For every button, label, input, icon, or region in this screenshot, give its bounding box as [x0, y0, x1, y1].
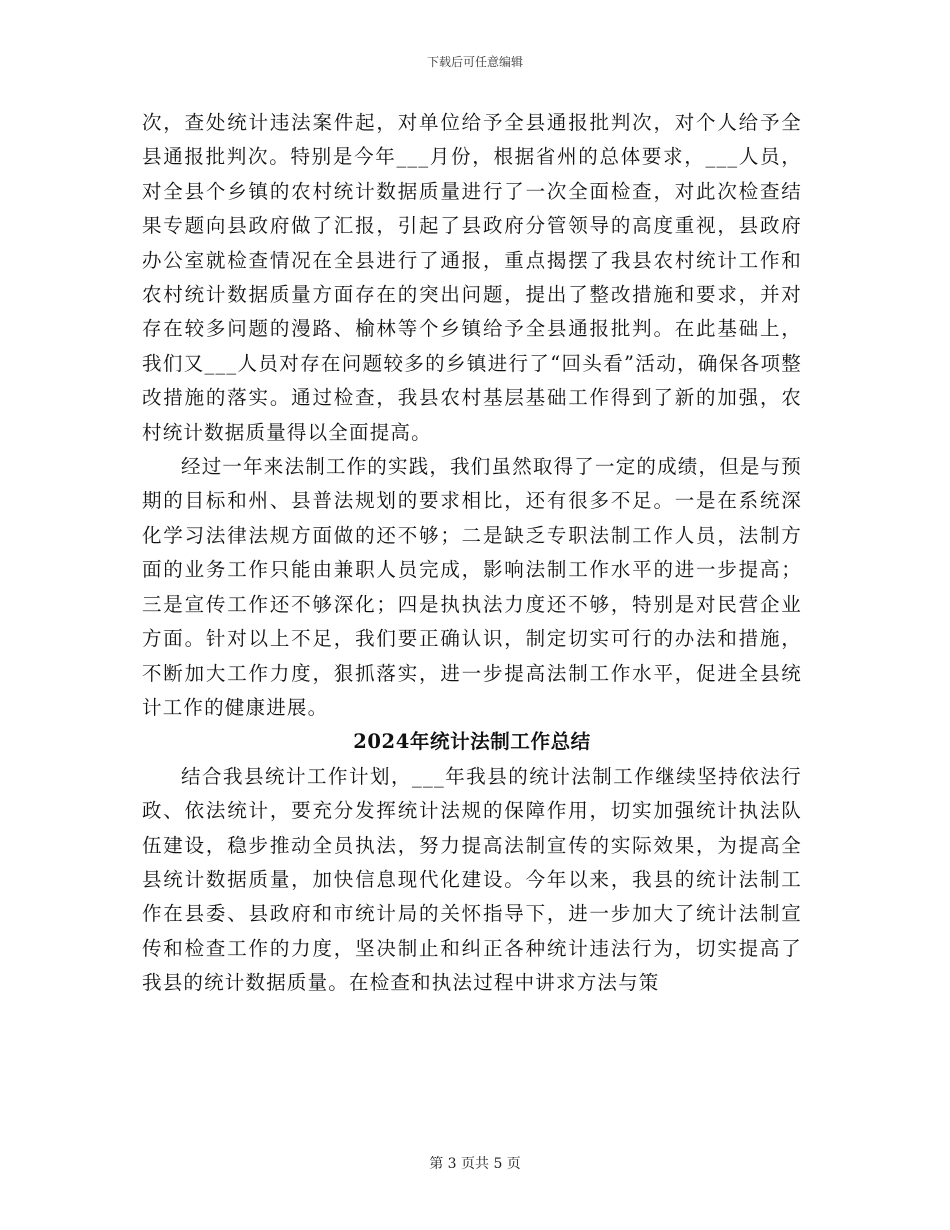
page-footer: 第 3 页共 5 页 — [429, 1156, 521, 1172]
paragraph-summary-intro: 结合我县统计工作计划，___年我县的统计法制工作继续坚持依法行政、依法统计，要充分发挥统计法规的保障作用，切实加强统计执法队伍建设，稳步推动全员执法，努力提高法制宣传的实际效果，为提高全县统计数据质量，加快信息现代化建设。今年以来，我县的统计法制工作在县委、县政府和市统计局的关怀指导下，进一步加大了统计法制宣传和检查工作的力度，坚决制止和纠正各种统计违法行为，切实提高了我县的统计数据质量。在检查和执法过程中讲求方法与策 — [142, 764, 802, 995]
paragraph-shortcomings: 经过一年来法制工作的实践，我们虽然取得了一定的成绩，但是与预期的目标和州、县普法规划的要求相比，还有很多不足。一是在系统深化学习法律法规方面做的还不够；二是缺乏专职法制工作人员，法制方面的业务工作只能由兼职人员完成，影响法制工作水平的进一步提高；三是宣传工作还不够深化；四是执执法力度还不够，特别是对民营企业方面。针对以上不足，我们要正确认识，制定切实可行的办法和措施，不断加大工作力度，狠抓落实，进一步提高法制工作水平，促进全县统计工作的健康进展。 — [142, 455, 803, 719]
document-body — [142, 106, 802, 1001]
page-header: 下载后可任意编辑 — [426, 55, 523, 69]
section-title: 2024年统计法制工作总结 — [353, 730, 591, 754]
paragraph-continued: 次，查处统计违法案件起，对单位给予全县通报批判次，对个人给予全县通报批判次。特别是今年___月份，根据省州的总体要求，___人员，对全县个乡镇的农村统计数据质量进行了一次全面检查，对此次检查结果专题向县政府做了汇报，引起了县政府分管领导的高度重视，县政府办公室就检查情况在全县进行了通报，重点揭摆了我县农村统计工作和农村统计数据质量方面存在的突出问题，提出了整改措施和要求，并对存在较多问题的漫路、榆林等个乡镇给予全县通报批判。在此基础上，我们又___人员对存在问题较多的乡镇进行了“回头看”活动，确保各项整改措施的落实。通过检查，我县农村基层基础工作得到了新的加强，农村统计数据质量得以全面提高。 — [142, 111, 802, 444]
